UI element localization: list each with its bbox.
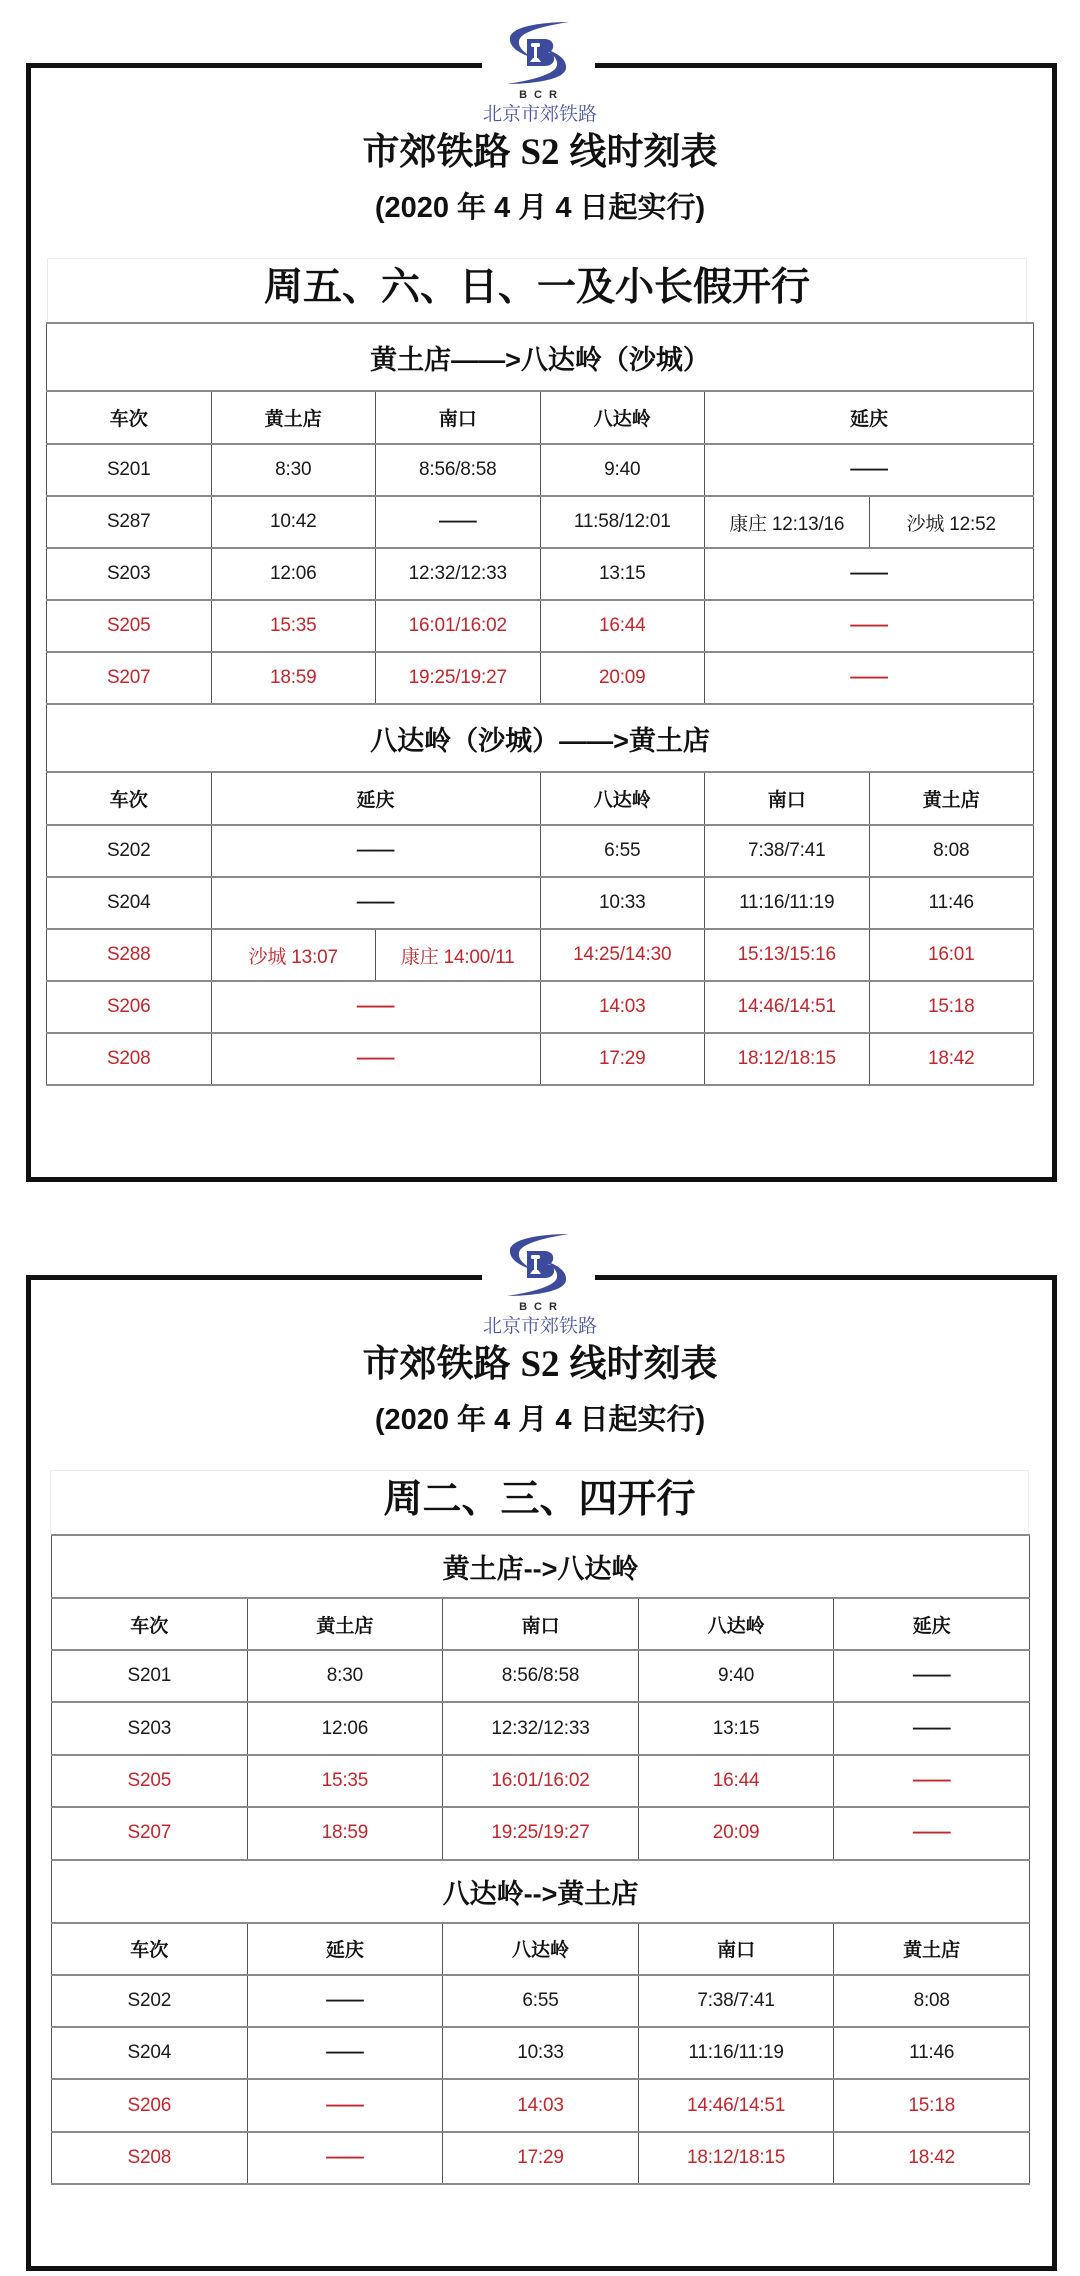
time-cell: 18:59 (211, 652, 376, 704)
time-cell: 12:32/12:33 (376, 548, 541, 600)
column-header-train: 车次 (52, 1923, 248, 1975)
column-header-row (52, 1598, 1030, 1650)
logo-abbreviation: BCR (519, 89, 564, 101)
table-row (52, 1755, 1030, 1807)
train-number: S204 (47, 877, 212, 929)
time-cell: 14:25/14:30 (540, 929, 705, 981)
no-stop-dash: —— (376, 496, 541, 548)
time-cell: 18:59 (247, 1807, 443, 1859)
column-header-station: 黄土店 (834, 1923, 1030, 1975)
table-row (47, 652, 1034, 704)
table-row (47, 444, 1034, 496)
logo-brand-name: 北京市郊铁路 (482, 1316, 597, 1337)
column-header-station: 延庆 (705, 391, 1034, 444)
title-text-after: 线时刻表 (569, 1343, 718, 1384)
time-cell: 7:38/7:41 (638, 1975, 834, 2027)
train-number: S204 (52, 2027, 248, 2079)
column-header-station: 黄土店 (869, 772, 1034, 825)
time-cell: 16:01 (869, 929, 1034, 981)
train-number: S203 (47, 548, 212, 600)
time-cell: 15:18 (869, 981, 1034, 1033)
column-header-row (47, 772, 1034, 825)
column-header-station: 八达岭 (540, 391, 705, 444)
column-header-station: 南口 (705, 772, 870, 825)
no-stop-dash: —— (247, 2132, 443, 2184)
time-cell: 15:35 (247, 1755, 443, 1807)
title-line-code: S2 (520, 132, 560, 173)
no-stop-dash: —— (705, 600, 1034, 652)
column-header-train: 车次 (52, 1598, 248, 1650)
train-number: S202 (47, 825, 212, 877)
table-row (52, 2027, 1030, 2079)
time-cell: 8:30 (211, 444, 376, 496)
time-cell: 12:32/12:33 (443, 1702, 639, 1754)
direction-heading: 八达岭-->黄土店 (52, 1860, 1030, 1923)
train-number: S208 (52, 2132, 248, 2184)
time-cell: 14:03 (540, 981, 705, 1033)
train-number: S203 (52, 1702, 248, 1754)
no-stop-dash: —— (834, 1702, 1030, 1754)
title-text-before: 市郊铁路 (362, 1343, 511, 1384)
timetable-panel-tue-thu (0, 1212, 1080, 2272)
table-row (52, 2079, 1030, 2131)
train-number: S202 (52, 1975, 248, 2027)
table-row (52, 1975, 1030, 2027)
time-cell: 11:16/11:19 (638, 2027, 834, 2079)
table-row (47, 600, 1034, 652)
column-header-station: 八达岭 (443, 1923, 639, 1975)
column-header-station: 延庆 (247, 1923, 443, 1975)
time-cell: 13:15 (540, 548, 705, 600)
column-header-station: 八达岭 (638, 1598, 834, 1650)
column-header-station: 黄土店 (211, 391, 376, 444)
direction-heading: 黄土店——>八达岭（沙城） (47, 323, 1034, 391)
time-cell: 6:55 (443, 1975, 639, 2027)
table-row (52, 2132, 1030, 2184)
column-header-station: 黄土店 (247, 1598, 443, 1650)
time-cell: 14:03 (443, 2079, 639, 2131)
time-cell: 8:56/8:58 (376, 444, 541, 496)
column-header-station: 南口 (443, 1598, 639, 1650)
column-header-train: 车次 (47, 391, 212, 444)
train-number: S205 (52, 1755, 248, 1807)
time-cell: 11:46 (834, 2027, 1030, 2079)
time-cell: 18:42 (834, 2132, 1030, 2184)
train-number: S201 (47, 444, 212, 496)
table-row (52, 1702, 1030, 1754)
no-stop-dash: —— (247, 2079, 443, 2131)
effective-date: (2020 年 4 月 4 日起实行) (374, 1404, 706, 1436)
time-cell: 8:56/8:58 (443, 1650, 639, 1702)
time-cell: 8:30 (247, 1650, 443, 1702)
column-header-train: 车次 (47, 772, 212, 825)
time-cell: 16:01/16:02 (443, 1755, 639, 1807)
no-stop-dash: —— (211, 825, 540, 877)
train-number: S206 (47, 981, 212, 1033)
direction-heading-row (47, 323, 1034, 391)
time-cell: 7:38/7:41 (705, 825, 870, 877)
time-cell: 11:58/12:01 (540, 496, 705, 548)
time-cell-shacheng: 沙城 13:07 (211, 929, 376, 981)
title-line-code: S2 (520, 1344, 560, 1385)
title-text-before: 市郊铁路 (362, 131, 511, 172)
train-number: S288 (47, 929, 212, 981)
bcr-logo-icon (503, 20, 573, 84)
column-header-station: 南口 (638, 1923, 834, 1975)
direction-heading-row (52, 1860, 1030, 1923)
direction-heading-row (52, 1535, 1030, 1598)
time-cell: 17:29 (540, 1033, 705, 1085)
table-row (47, 1033, 1034, 1085)
table-row (47, 496, 1034, 548)
bcr-logo-icon (503, 1232, 573, 1296)
timetable-table (51, 1534, 1030, 2185)
time-cell: 19:25/19:27 (376, 652, 541, 704)
no-stop-dash: —— (247, 1975, 443, 2027)
table-row (47, 548, 1034, 600)
column-header-station: 延庆 (211, 772, 540, 825)
time-cell: 15:35 (211, 600, 376, 652)
no-stop-dash: —— (834, 1755, 1030, 1807)
time-cell: 11:46 (869, 877, 1034, 929)
table-row (47, 825, 1034, 877)
service-days-heading: 周五、六、日、一及小长假开行 (47, 258, 1027, 322)
time-cell: 9:40 (540, 444, 705, 496)
train-number: S206 (52, 2079, 248, 2131)
time-cell-kangzhuang: 康庄 12:13/16 (705, 496, 870, 548)
time-cell: 15:13/15:16 (705, 929, 870, 981)
no-stop-dash: —— (834, 1807, 1030, 1859)
column-header-station: 南口 (376, 391, 541, 444)
table-row (47, 981, 1034, 1033)
time-cell: 9:40 (638, 1650, 834, 1702)
no-stop-dash: —— (705, 444, 1034, 496)
no-stop-dash: —— (247, 2027, 443, 2079)
train-number: S201 (52, 1650, 248, 1702)
title-text-after: 线时刻表 (569, 131, 718, 172)
no-stop-dash: —— (834, 1650, 1030, 1702)
table-row (52, 1807, 1030, 1859)
timetable-title (0, 1342, 1080, 1387)
time-cell: 11:16/11:19 (705, 877, 870, 929)
table-row (47, 929, 1034, 981)
direction-heading: 八达岭（沙城）——>黄土店 (47, 704, 1034, 772)
service-days-heading: 周二、三、四开行 (50, 1470, 1029, 1534)
column-header-row (47, 391, 1034, 444)
time-cell-kangzhuang: 康庄 14:00/11 (376, 929, 541, 981)
time-cell: 6:55 (540, 825, 705, 877)
column-header-station: 延庆 (834, 1598, 1030, 1650)
no-stop-dash: —— (211, 981, 540, 1033)
time-cell: 13:15 (638, 1702, 834, 1754)
table-row (47, 877, 1034, 929)
time-cell: 10:33 (540, 877, 705, 929)
time-cell: 17:29 (443, 2132, 639, 2184)
direction-heading-row (47, 704, 1034, 772)
train-number: S207 (52, 1807, 248, 1859)
column-header-station: 八达岭 (540, 772, 705, 825)
time-cell: 16:01/16:02 (376, 600, 541, 652)
logo-brand-name: 北京市郊铁路 (482, 104, 597, 125)
time-cell: 8:08 (869, 825, 1034, 877)
train-number: S207 (47, 652, 212, 704)
no-stop-dash: —— (211, 1033, 540, 1085)
train-number: S287 (47, 496, 212, 548)
column-header-row (52, 1923, 1030, 1975)
time-cell: 18:12/18:15 (638, 2132, 834, 2184)
timetable-table (46, 322, 1034, 1086)
time-cell: 20:09 (540, 652, 705, 704)
no-stop-dash: —— (705, 652, 1034, 704)
time-cell-shacheng: 沙城 12:52 (869, 496, 1034, 548)
train-number: S205 (47, 600, 212, 652)
train-number: S208 (47, 1033, 212, 1085)
time-cell: 10:42 (211, 496, 376, 548)
no-stop-dash: —— (705, 548, 1034, 600)
timetable-title (0, 130, 1080, 175)
time-cell: 14:46/14:51 (705, 981, 870, 1033)
effective-date: (2020 年 4 月 4 日起实行) (374, 192, 706, 224)
time-cell: 10:33 (443, 2027, 639, 2079)
time-cell: 8:08 (834, 1975, 1030, 2027)
time-cell: 19:25/19:27 (443, 1807, 639, 1859)
time-cell: 18:12/18:15 (705, 1033, 870, 1085)
time-cell: 14:46/14:51 (638, 2079, 834, 2131)
direction-heading: 黄土店-->八达岭 (52, 1535, 1030, 1598)
time-cell: 16:44 (540, 600, 705, 652)
time-cell: 20:09 (638, 1807, 834, 1859)
time-cell: 18:42 (869, 1033, 1034, 1085)
time-cell: 15:18 (834, 2079, 1030, 2131)
time-cell: 16:44 (638, 1755, 834, 1807)
time-cell: 12:06 (247, 1702, 443, 1754)
table-row (52, 1650, 1030, 1702)
time-cell: 12:06 (211, 548, 376, 600)
no-stop-dash: —— (211, 877, 540, 929)
logo-abbreviation: BCR (519, 1301, 564, 1313)
